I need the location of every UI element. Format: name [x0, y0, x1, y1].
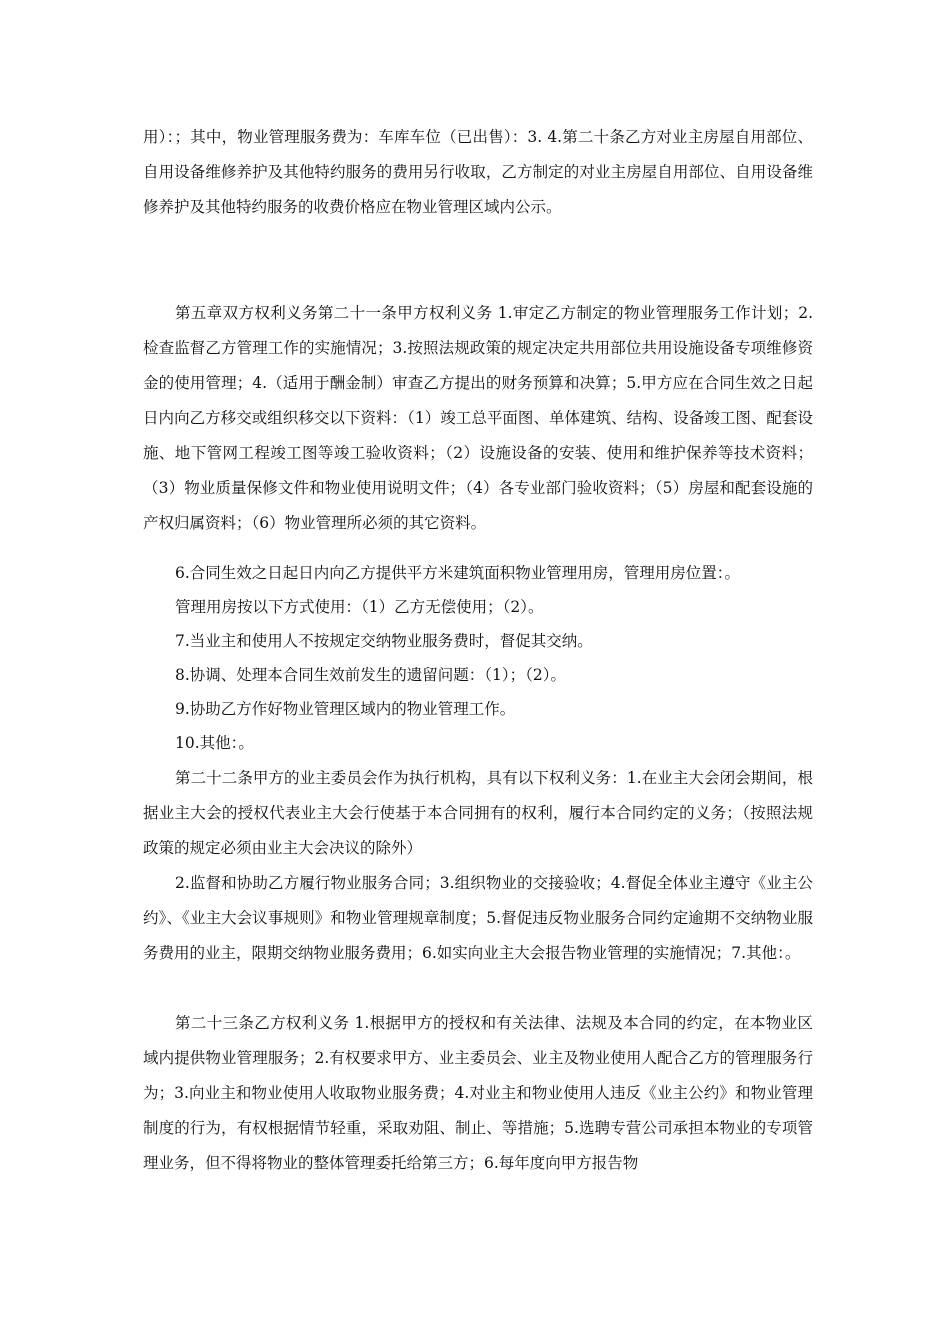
paragraph-article-22-items: 2.监督和协助乙方履行物业服务合同；3.组织物业的交接验收；4.督促全体业主遵守《业主公约》、《业主大会议事规则》和物业管理规章制度；5.督促违反物业服务合同约定逾期不交纳物业服务费用的业主，限期交纳物业服务费用；6.如实向业主大会报告物业管理的实施情况；7.其他：。 [143, 874, 813, 962]
paragraph-item-7: 7.当业主和使用人不按规定交纳物业服务费时，督促其交纳。 [175, 632, 593, 650]
paragraph-item-6: 6.合同生效之日起日内向乙方提供平方米建筑面积物业管理用房，管理用房位置：。 [175, 564, 741, 582]
paragraph-item-9: 9.协助乙方作好物业管理区域内的物业管理工作。 [175, 700, 516, 718]
paragraph-chapter-five: 第五章双方权利义务第二十一条甲方权利义务 1.审定乙方制定的物业管理服务工作计划；2.检查监督乙方管理工作的实施情况；3.按照法规政策的规定决定共用部位共用设施设备专项维修资金的使用管理；4.（适用于酬金制）审查乙方提出的财务预算和决算；5.甲方应在合同生效之日起日内向乙方移交或组织移交以下资料：（1）竣工总平面图、单体建筑、结构、设备竣工图、配套设施、地下管网工程竣工图等竣工验收资料；（2）设施设备的安装、使用和维护保养等技术资料；（3）物业质量保修文件和物业使用说明文件；（4）各专业部门验收资料；（5）房屋和配套设施的产权归属资料；（6）物业管理所必须的其它资料。 [143, 304, 813, 532]
paragraph-article-23: 第二十三条乙方权利义务 1.根据甲方的授权和有关法律、法规及本合同的约定，在本物业区域内提供物业管理服务；2.有权要求甲方、业主委员会、业主及物业使用人配合乙方的管理服务行为；3.向业主和物业使用人收取物业服务费；4.对业主和物业使用人违反《业主公约》和物业管理制度的行为，有权根据情节轻重，采取劝阻、制止、等措施；5.选聘专营公司承担本物业的专项管理业务，但不得将物业的整体管理委托给第三方；6.每年度向甲方报告物 [143, 1014, 813, 1172]
paragraph-fee-terms: 用）：；其中，物业管理服务费为：车库车位（已出售）：3. 4.第二十条乙方对业主房屋自用部位、自用设备维修养护及其他特约服务的费用另行收取，乙方制定的对业主房屋自用部位、自用设备维修养护及其他特约服务的收费价格应在物业管理区域内公示。 [143, 128, 813, 216]
paragraph-item-8: 8.协调、处理本合同生效前发生的遗留问题：（1）；（2）。 [175, 666, 567, 684]
paragraph-item-10: 10.其他：。 [175, 734, 254, 752]
paragraph-article-22: 第二十二条甲方的业主委员会作为执行机构，具有以下权利义务：1.在业主大会闭会期间，根据业主大会的授权代表业主大会行使基于本合同拥有的权利，履行本合同约定的义务；（按照法规政策的规定必须由业主大会决议的除外） [143, 769, 813, 857]
paragraph-office-usage: 管理用房按以下方式使用：（1）乙方无偿使用；（2）。 [175, 598, 544, 616]
